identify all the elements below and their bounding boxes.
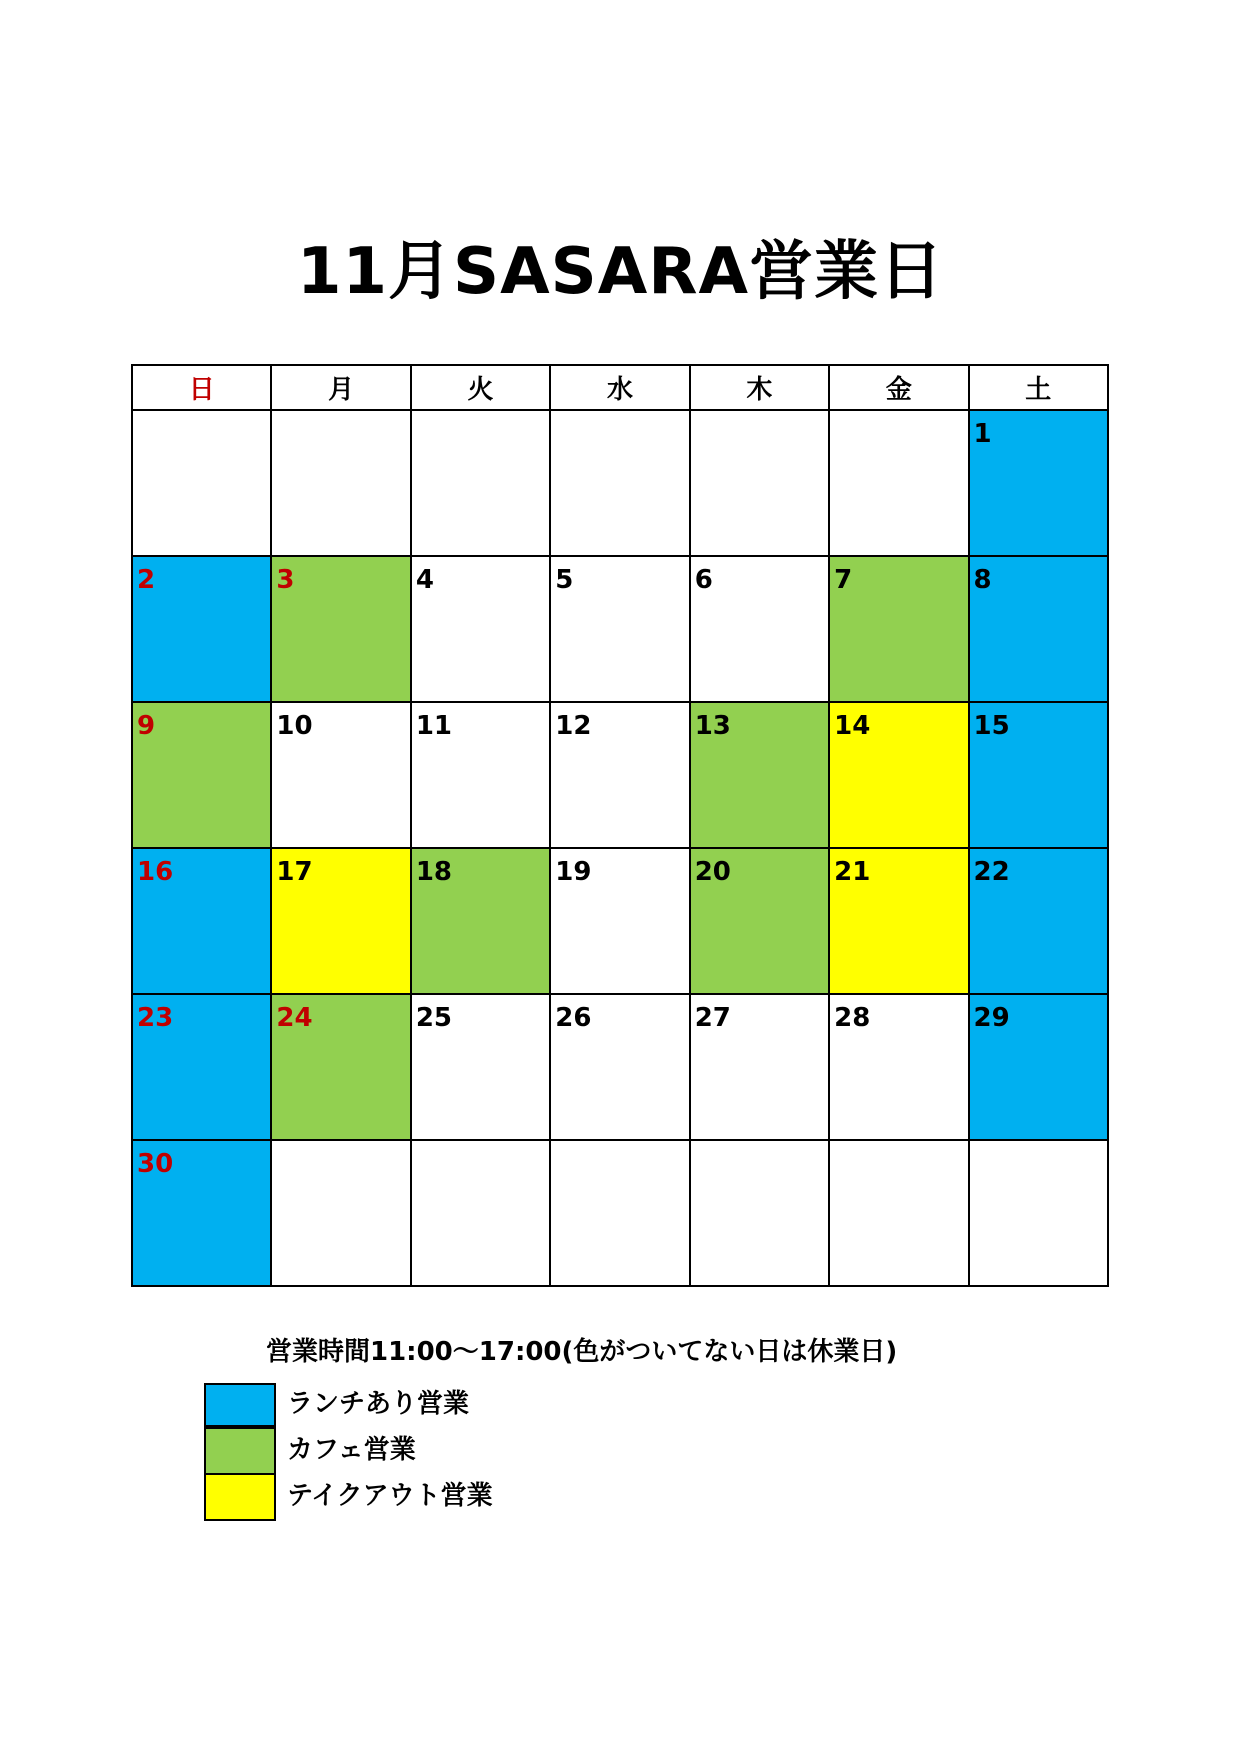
calendar-day-cell bbox=[969, 556, 1108, 702]
calendar-empty-cell bbox=[550, 1140, 689, 1286]
calendar-empty-cell bbox=[132, 410, 271, 556]
calendar-empty-cell bbox=[550, 410, 689, 556]
calendar-day-cell bbox=[969, 994, 1108, 1140]
calendar-empty-cell bbox=[690, 1140, 829, 1286]
calendar-grid bbox=[131, 364, 1109, 1287]
calendar-day-cell bbox=[969, 410, 1108, 556]
calendar-day-cell bbox=[969, 848, 1108, 994]
day-number: 18 bbox=[415, 857, 453, 887]
day-number: 9 bbox=[137, 711, 156, 741]
calendar-day-cell bbox=[829, 556, 968, 702]
legend-label-cafe: カフェ営業 bbox=[287, 1435, 416, 1465]
calendar-week-row bbox=[132, 848, 1108, 994]
business-hours-note: 営業時間11:00～17:00(色がついてない日は休業日) bbox=[266, 1337, 898, 1367]
day-number: 3 bbox=[276, 565, 295, 595]
day-number: 2 bbox=[137, 565, 156, 595]
legend-label-lunch: ランチあり営業 bbox=[287, 1389, 470, 1419]
day-number: 12 bbox=[555, 711, 592, 741]
calendar-empty-cell bbox=[411, 1140, 550, 1286]
day-number: 19 bbox=[555, 857, 592, 887]
calendar-empty-cell bbox=[829, 1140, 968, 1286]
weekday-sunday: 日 bbox=[132, 365, 271, 410]
day-number: 17 bbox=[276, 857, 313, 887]
day-number: 15 bbox=[973, 711, 1010, 741]
day-number: 16 bbox=[137, 857, 174, 887]
calendar-day-cell bbox=[690, 848, 829, 994]
calendar-day-cell bbox=[829, 702, 968, 848]
day-number: 28 bbox=[834, 1003, 871, 1033]
calendar-empty-cell bbox=[690, 410, 829, 556]
calendar-day-cell bbox=[271, 556, 410, 702]
calendar-week-row bbox=[132, 410, 1108, 556]
calendar-empty-cell bbox=[969, 1140, 1108, 1286]
legend-swatch-lunch bbox=[204, 1383, 276, 1427]
calendar-day-cell bbox=[829, 848, 968, 994]
legend-swatch-cafe bbox=[204, 1427, 276, 1475]
weekday-tuesday: 火 bbox=[411, 365, 550, 410]
day-number: 1 bbox=[973, 419, 992, 449]
calendar-body bbox=[132, 410, 1108, 1286]
calendar-empty-cell bbox=[829, 410, 968, 556]
calendar-day-cell bbox=[411, 702, 550, 848]
calendar-day-cell bbox=[411, 556, 550, 702]
calendar-day-cell bbox=[132, 1140, 271, 1286]
day-number: 22 bbox=[973, 857, 1010, 887]
weekday-header-row bbox=[132, 365, 1108, 410]
calendar-day-cell bbox=[271, 702, 410, 848]
day-number: 23 bbox=[137, 1003, 174, 1033]
calendar-day-cell bbox=[411, 848, 550, 994]
calendar-day-cell bbox=[829, 994, 968, 1140]
day-number: 7 bbox=[834, 565, 853, 595]
calendar-day-cell bbox=[132, 848, 271, 994]
calendar-empty-cell bbox=[271, 1140, 410, 1286]
day-number: 26 bbox=[555, 1003, 592, 1033]
calendar-week-row bbox=[132, 702, 1108, 848]
calendar-day-cell bbox=[969, 702, 1108, 848]
day-number: 25 bbox=[415, 1003, 453, 1033]
day-number: 27 bbox=[694, 1003, 731, 1033]
day-number: 21 bbox=[834, 857, 871, 887]
calendar-day-cell bbox=[271, 994, 410, 1140]
day-number: 29 bbox=[973, 1003, 1010, 1033]
weekday-saturday: 土 bbox=[969, 365, 1108, 410]
calendar-day-cell bbox=[550, 994, 689, 1140]
day-number: 6 bbox=[694, 565, 713, 595]
calendar-empty-cell bbox=[271, 410, 410, 556]
calendar-week-row bbox=[132, 556, 1108, 702]
calendar-week-row bbox=[132, 994, 1108, 1140]
calendar-day-cell bbox=[550, 848, 689, 994]
day-number: 10 bbox=[276, 711, 313, 741]
calendar-day-cell bbox=[132, 702, 271, 848]
calendar-day-cell bbox=[132, 994, 271, 1140]
page-title: 11月SASARA営業日 bbox=[296, 235, 945, 309]
calendar-day-cell bbox=[690, 556, 829, 702]
day-number: 13 bbox=[694, 711, 731, 741]
day-number: 4 bbox=[415, 565, 434, 595]
calendar-day-cell bbox=[690, 994, 829, 1140]
legend-swatch-takeout bbox=[204, 1473, 276, 1521]
day-number: 8 bbox=[973, 565, 992, 595]
weekday-wednesday: 水 bbox=[550, 365, 689, 410]
calendar-week-row bbox=[132, 1140, 1108, 1286]
weekday-thursday: 木 bbox=[690, 365, 829, 410]
day-number: 14 bbox=[834, 711, 871, 741]
day-number: 20 bbox=[694, 857, 731, 887]
calendar-day-cell bbox=[690, 702, 829, 848]
calendar-empty-cell bbox=[411, 410, 550, 556]
day-number: 5 bbox=[555, 565, 574, 595]
weekday-monday: 月 bbox=[271, 365, 410, 410]
calendar-day-cell bbox=[411, 994, 550, 1140]
calendar-day-cell bbox=[132, 556, 271, 702]
calendar-day-cell bbox=[271, 848, 410, 994]
weekday-friday: 金 bbox=[829, 365, 968, 410]
calendar-day-cell bbox=[550, 702, 689, 848]
day-number: 24 bbox=[276, 1003, 313, 1033]
day-number: 30 bbox=[137, 1149, 174, 1179]
day-number: 11 bbox=[415, 711, 453, 741]
legend-label-takeout: テイクアウト営業 bbox=[287, 1481, 493, 1511]
calendar-day-cell bbox=[550, 556, 689, 702]
